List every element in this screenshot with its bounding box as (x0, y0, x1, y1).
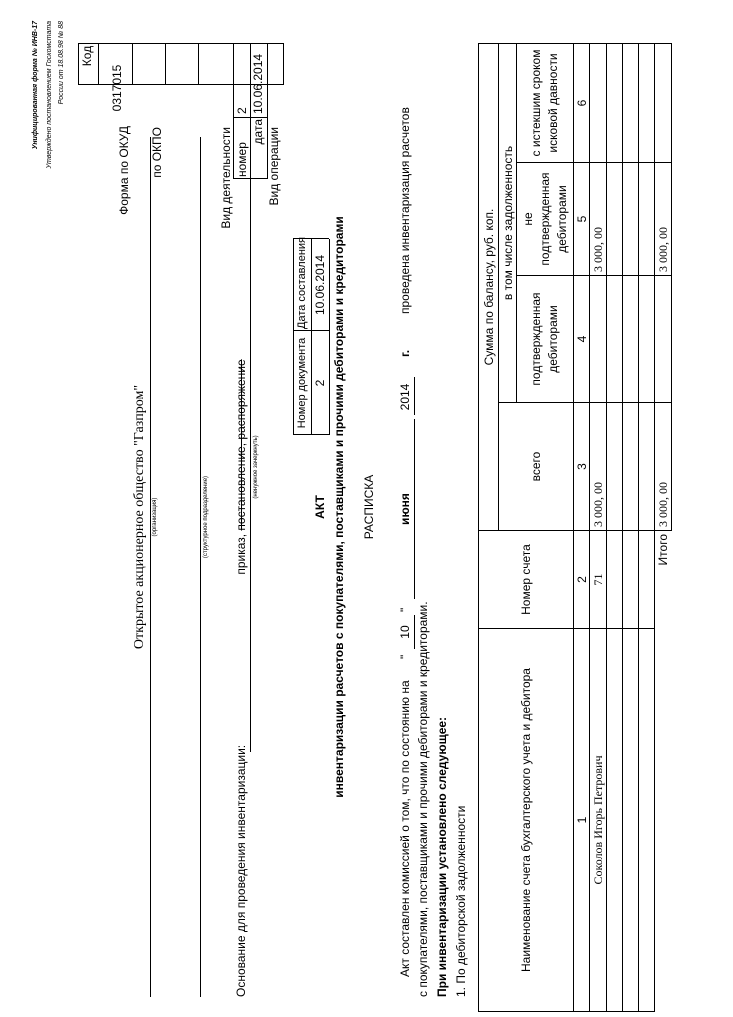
date-value[interactable]: 10.06.2014 (251, 53, 265, 114)
statement-year[interactable]: 2014 (398, 383, 412, 411)
okud-value[interactable]: 0317015 (110, 64, 124, 112)
statement-year-suffix: г. (398, 349, 412, 357)
quote-open: " (398, 654, 412, 659)
operation-label: Вид операции (267, 127, 281, 206)
total-total-cell[interactable]: 3 000, 00 (655, 403, 672, 531)
account-cell[interactable]: 71 (590, 531, 607, 629)
col-name-header: Наименование счета бухгалтерского учета и дебитора (479, 629, 574, 1012)
confirmed-cell[interactable] (623, 276, 639, 403)
col-number: 6 (574, 43, 590, 162)
dept-caption: (структурное подразделение) (203, 475, 209, 559)
basis-doc-types[interactable]: приказ, постановление, распоряжение (234, 359, 248, 575)
col-number: 1 (574, 629, 590, 1012)
table-row (590, 43, 607, 1011)
confirmed-cell[interactable] (607, 276, 623, 403)
receipt-title: РАСПИСКА (362, 474, 376, 540)
debtor-name-cell[interactable] (607, 629, 623, 1012)
activity-label: Вид деятельности (219, 127, 233, 229)
organization-name[interactable]: Открытое акционерное общество "Газпром" (132, 384, 147, 650)
total-cell[interactable] (623, 403, 639, 531)
statement-line2: с покупателями, поставщиками и прочими дебиторами и кредиторами. (416, 601, 430, 997)
expired-cell[interactable] (590, 43, 607, 162)
doc-date-value[interactable]: 10.06.2014 (313, 254, 327, 316)
established-label: При инвентаризации установлено следующее: (435, 716, 449, 997)
unconfirmed-cell[interactable] (607, 163, 623, 276)
act-subject: инвентаризации расчетов с покупателями, поставщиками и прочими дебиторами и кредиторами (332, 216, 346, 798)
account-cell[interactable] (623, 531, 639, 629)
expired-cell[interactable] (607, 43, 623, 162)
statement-line1-end: проведена инвентаризация расчетов (398, 107, 412, 314)
total-cell[interactable] (639, 403, 655, 531)
col-account-header: Номер счета (479, 531, 574, 629)
debtor-name-cell[interactable] (623, 629, 639, 1012)
col-number: 4 (574, 276, 590, 403)
unconfirmed-cell[interactable] (639, 163, 655, 276)
total-cell[interactable] (607, 403, 623, 531)
section-1-label: 1. По дебиторской задолженности (454, 805, 468, 997)
statement-day[interactable]: 10 (398, 625, 412, 639)
total-expired-cell[interactable] (655, 43, 672, 162)
act-title: АКТ (313, 495, 327, 519)
sum-header: Сумма по балансу, руб. коп. (479, 43, 499, 530)
unified-form-label: Унифицированная форма № ИНВ-17 (32, 21, 39, 150)
statement-line1-start: Акт составлен комиссией о том, что по состоянию на (398, 680, 412, 977)
total-unconfirmed-cell[interactable]: 3 000, 00 (655, 163, 672, 276)
okpo-label: по ОКПО (150, 127, 164, 178)
account-cell[interactable] (639, 531, 655, 629)
doc-date-label: Дата составления (296, 237, 308, 329)
table-row (623, 43, 639, 1011)
statement-month[interactable]: июня (398, 493, 412, 525)
unconfirmed-cell[interactable] (623, 163, 639, 276)
doc-number-value[interactable]: 2 (313, 379, 327, 387)
approved-line1: Утверждено постановлением Госкомстата (46, 21, 53, 169)
account-cell[interactable] (607, 531, 623, 629)
total-row (655, 43, 672, 1011)
col-number: 5 (574, 163, 590, 276)
col-confirmed-header: подтвержденная дебиторами (517, 276, 574, 403)
number-value[interactable]: 2 (235, 107, 249, 114)
debtor-name-cell[interactable]: Соколов Игорь Петрович (590, 629, 607, 1012)
incl-header: в том числе задолженность (499, 43, 517, 402)
col-unconfirmed-header: не подтвержденная дебиторами (517, 163, 574, 276)
basis-caption: (ненужное зачеркнуть) (253, 435, 259, 499)
organization-caption: (организация) (152, 497, 158, 537)
approved-line2: России от 18.08.98 № 88 (58, 21, 65, 105)
okud-label: Форма по ОКУД (117, 126, 131, 215)
table-row (639, 43, 655, 1011)
total-confirmed-cell[interactable] (655, 276, 672, 403)
basis-label: Основание для проведения инвентаризации: (234, 744, 248, 997)
debt-table (478, 43, 672, 1012)
col-number: 2 (574, 531, 590, 629)
expired-cell[interactable] (623, 43, 639, 162)
col-total-header: всего (499, 403, 574, 531)
unconfirmed-cell[interactable]: 3 000, 00 (590, 163, 607, 276)
total-label: Итого (656, 534, 671, 566)
code-header: Код (80, 45, 94, 67)
number-label: номер (235, 142, 249, 177)
quote-close: " (398, 607, 412, 612)
confirmed-cell[interactable] (590, 276, 607, 403)
date-label: дата (251, 119, 265, 145)
doc-number-label: Номер документа (296, 337, 308, 429)
confirmed-cell[interactable] (639, 276, 655, 403)
column-numbers-row (574, 43, 590, 1011)
debtor-name-cell[interactable] (639, 629, 655, 1012)
total-cell[interactable]: 3 000, 00 (590, 403, 607, 531)
col-number: 3 (574, 403, 590, 531)
table-row (607, 43, 623, 1011)
expired-cell[interactable] (639, 43, 655, 162)
col-expired-header: с истекшим сроком исковой давности (517, 43, 574, 162)
